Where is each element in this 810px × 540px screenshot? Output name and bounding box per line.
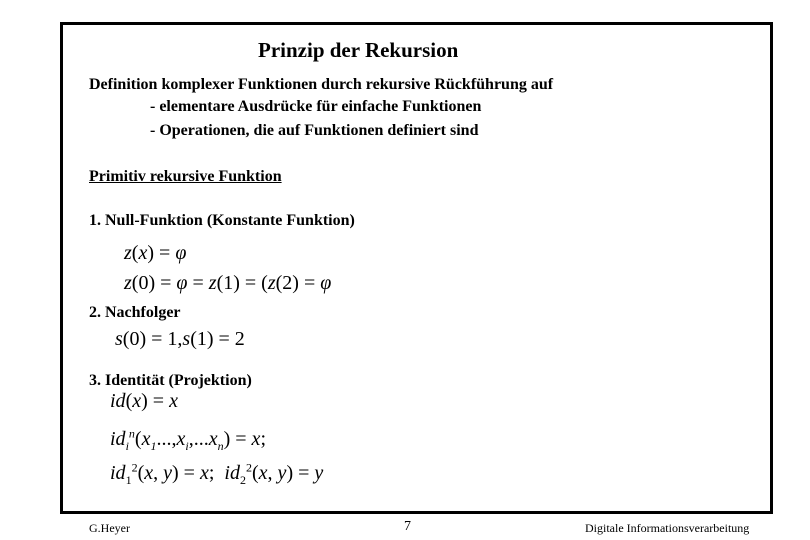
formula-null-function: z(x) = φ [124,242,187,264]
section-heading: Primitiv rekursive Funktion [89,168,282,185]
footer-course: Digitale Informationsverarbeitung [585,521,750,535]
footer-page-number: 7 [404,519,411,534]
formula-identity-two-args: $id_1^2(x$, y) = x; $id_2^2(x$, y) = y [110,460,324,487]
item-successor-heading: 2. Nachfolger [89,304,181,321]
bullet-operations: - Operationen, die auf Funktionen definiert sind [150,122,479,139]
formula-identity-projection: $id_i^n(x_1...,x_i,...x_n) = x$; [110,426,266,453]
intro-text: Definition komplexer Funktionen durch rekursive Rückführung auf [89,76,554,93]
item-null-function-heading: 1. Null-Funktion (Konstante Funktion) [89,212,355,229]
formula-identity: id(x) = x [110,390,178,412]
bullet-elementary: - elementare Ausdrücke für einfache Funktionen [150,98,482,115]
footer-author: G.Heyer [89,521,130,535]
item-identity-heading: 3. Identität (Projektion) [89,372,252,389]
formula-successor: s(0) = 1,s(1) = 2 [115,328,245,350]
formula-null-recursion: z(0) = φ = z(1) = (z(2) = φ [124,272,332,294]
slide-title: Prinzip der Rekursion [258,38,459,62]
